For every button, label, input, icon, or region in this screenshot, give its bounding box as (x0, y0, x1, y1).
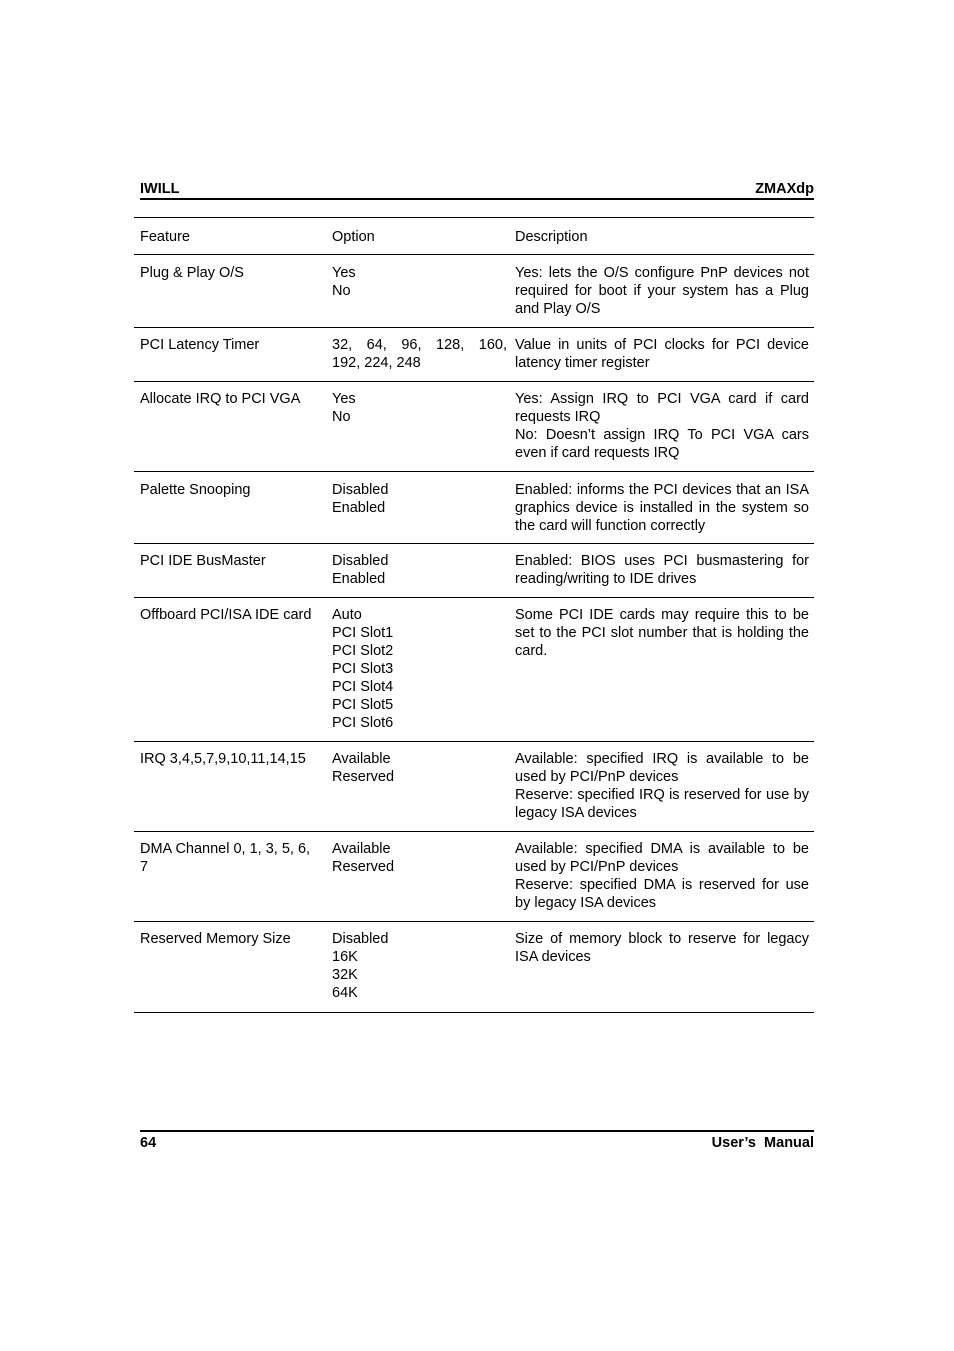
feature-text: Allocate IRQ to PCI VGA (140, 391, 301, 407)
option-text: 32K (332, 967, 358, 983)
option-text: Reserved (332, 769, 395, 785)
feature-text: Palette Snooping (140, 482, 251, 498)
option-cell (332, 336, 515, 381)
option-text: Available (332, 751, 391, 767)
option-text: Yes (332, 391, 356, 407)
description-cell (515, 930, 814, 1012)
feature-text: IRQ 3,4,5,7,9,10,11,14,15 (140, 751, 306, 767)
description-text: Enabled: informs the PCI devices that an ISA graphics device is installed in the system so the card will function correctly (515, 482, 809, 534)
table-row (134, 742, 814, 832)
option-cell (332, 930, 515, 1012)
description-cell (515, 840, 814, 921)
feature-cell (134, 390, 332, 471)
header-brand: IWILL (140, 181, 180, 197)
table-row (134, 472, 814, 544)
feature-cell (134, 552, 332, 597)
option-text: Disabled (332, 482, 389, 498)
option-text: PCI Slot1 (332, 625, 394, 641)
description-text: Enabled: BIOS uses PCI busmastering for reading/writing to IDE drives (515, 553, 809, 587)
option-text: PCI Slot6 (332, 715, 394, 731)
option-text: PCI Slot2 (332, 643, 394, 659)
description-cell (515, 750, 814, 831)
feature-text: Offboard PCI/ISA IDE card (140, 607, 312, 623)
header-product: ZMAXdp (755, 181, 814, 197)
feature-cell (134, 336, 332, 381)
description-text: Yes: Assign IRQ to PCI VGA card if card requests IRQ (515, 391, 809, 425)
description-cell (515, 390, 814, 471)
option-text: Enabled (332, 571, 386, 587)
option-cell (332, 481, 515, 543)
table-row (134, 598, 814, 742)
option-text: Disabled (332, 931, 389, 947)
option-text: PCI Slot5 (332, 697, 394, 713)
column-header-option: Option (332, 229, 375, 245)
table-row (134, 382, 814, 472)
option-cell (332, 606, 515, 741)
feature-text: DMA Channel 0, 1, 3, 5, 6, (140, 841, 311, 857)
description-text: Reserve: specified DMA is reserved for use by legacy ISA devices (515, 877, 809, 911)
description-text: Some PCI IDE cards may require this to be set to the PCI slot number that is holding the card. (515, 607, 809, 659)
feature-text: Reserved Memory Size (140, 931, 291, 947)
option-text: 16K (332, 949, 358, 965)
table-row (134, 255, 814, 328)
description-cell (515, 481, 814, 543)
description-cell (515, 336, 814, 381)
option-text: Reserved (332, 859, 395, 875)
option-text: 192, 224, 248 (332, 355, 421, 371)
feature-cell (134, 481, 332, 543)
option-cell (332, 840, 515, 921)
footer-title: User’s Manual (711, 1135, 814, 1151)
feature-cell (134, 264, 332, 327)
option-text: No (332, 409, 351, 425)
option-text: 64K (332, 985, 358, 1001)
table-row (134, 544, 814, 598)
table-row (134, 922, 814, 1013)
page-number: 64 (140, 1135, 157, 1151)
feature-text: PCI Latency Timer (140, 337, 260, 353)
feature-text: Plug & Play O/S (140, 265, 244, 281)
description-cell (515, 552, 814, 597)
option-text: 32, 64, 96, 128, 160, (332, 337, 507, 353)
description-text: Available: specified DMA is available to be used by PCI/PnP devices (515, 841, 809, 875)
feature-text: 7 (140, 859, 149, 875)
feature-cell (134, 750, 332, 831)
description-text: Size of memory block to reserve for legacy ISA devices (515, 931, 809, 965)
option-cell (332, 750, 515, 831)
bios-feature-table (134, 217, 814, 1013)
table-row (134, 832, 814, 922)
column-header-feature: Feature (140, 229, 190, 245)
description-cell (515, 264, 814, 327)
option-text: Yes (332, 265, 356, 281)
option-text: Available (332, 841, 391, 857)
option-text: PCI Slot3 (332, 661, 394, 677)
option-text: Auto (332, 607, 362, 623)
feature-cell (134, 930, 332, 1012)
table-row (134, 328, 814, 382)
column-header-description: Description (515, 229, 588, 245)
description-text: Reserve: specified IRQ is reserved for use by legacy ISA devices (515, 787, 809, 821)
table-header-row (134, 218, 814, 255)
page-header (140, 180, 814, 200)
description-cell (515, 606, 814, 741)
option-text: PCI Slot4 (332, 679, 394, 695)
feature-text: PCI IDE BusMaster (140, 553, 266, 569)
description-text: Value in units of PCI clocks for PCI device latency timer register (515, 337, 809, 371)
option-cell (332, 264, 515, 327)
option-text: Enabled (332, 500, 386, 516)
feature-cell (134, 606, 332, 741)
option-text: Disabled (332, 553, 389, 569)
page-footer (140, 1130, 814, 1154)
description-text: Available: specified IRQ is available to be used by PCI/PnP devices (515, 751, 809, 785)
option-text: No (332, 283, 351, 299)
description-text: No: Doesn’t assign IRQ To PCI VGA cars even if card requests IRQ (515, 427, 809, 461)
option-cell (332, 390, 515, 471)
description-text: Yes: lets the O/S configure PnP devices not required for boot if your system has a Plug and Play O/S (515, 265, 809, 317)
option-cell (332, 552, 515, 597)
feature-cell (134, 840, 332, 921)
